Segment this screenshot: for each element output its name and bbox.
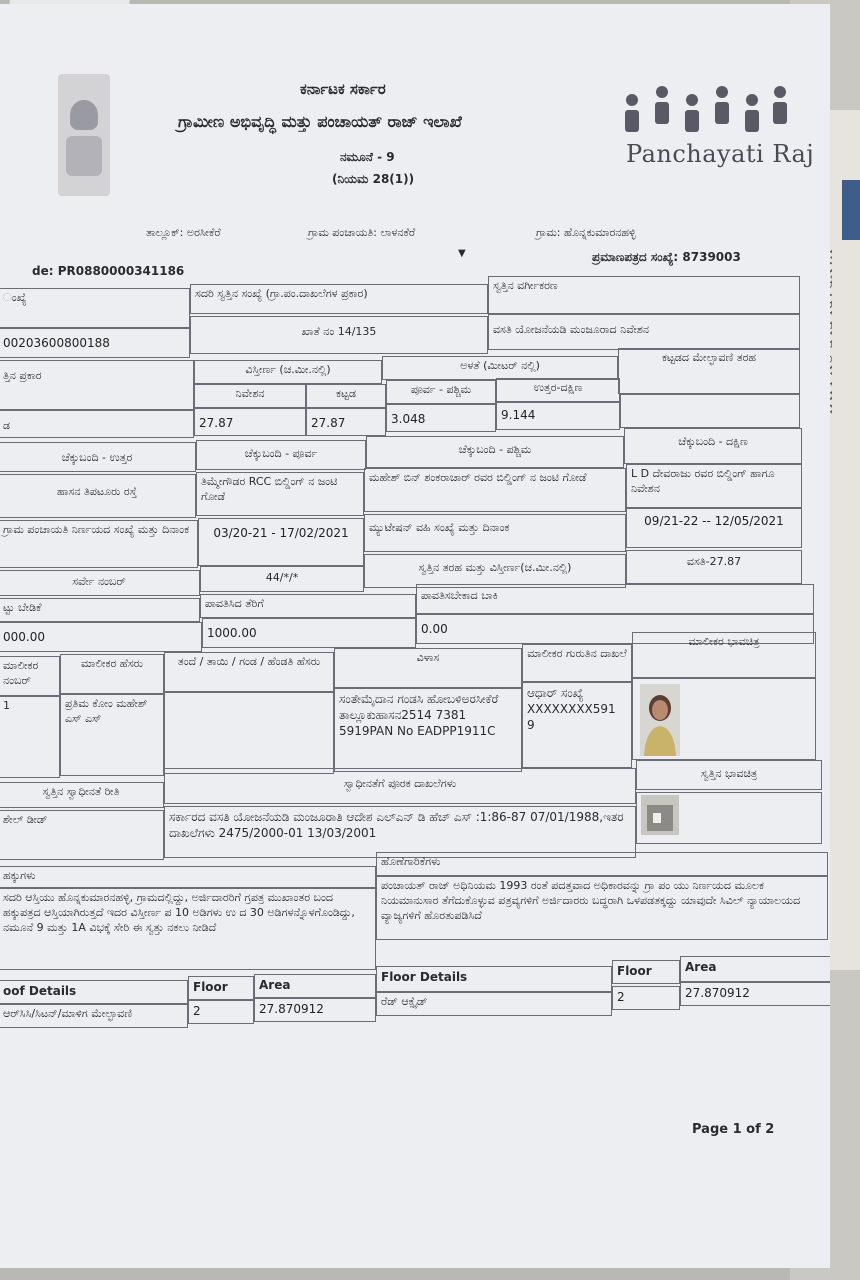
table-header-cell: ಪೂರ್ವ - ಪಶ್ಚಿಮ [386, 380, 496, 404]
table-header-cell: ಮ್ಯುಟೇಷನ್ ವಹಿ ಸಂಖ್ಯೆ ಮತ್ತು ದಿನಾಂಕ [364, 514, 626, 552]
side-document-tag [842, 180, 860, 240]
table-header-cell: ತಂದೆ / ತಾಯಿ / ಗಂಡ / ಹೆಂಡತಿ ಹೆಸರು [164, 652, 334, 692]
table-header-cell: ನಿವೇಶನ [194, 384, 306, 408]
property-photo [641, 795, 679, 835]
table-cell: ಂಖ್ಯೆ [0, 288, 190, 328]
table-header-cell: ತ್ತಿನ ಪ್ರಕಾರ [0, 360, 194, 410]
acquisition-documents: ಸರ್ಕಾರದ ವಸತಿ ಯೋಜನೆಯಡಿ ಮಂಜೂರಾತಿ ಆದೇಶ ಎಲ್‌ಎನ್ ಡಿ ಹೆಚ್ ಎಸ್ :1:86-87 07/01/1988,ಇತರ ದಾಖಲೆಗಳು 2475/2000-01 13/03/2001 [164, 806, 636, 858]
floor-details-header: Floor Details [376, 966, 612, 992]
table-header-cell: ವಿಸ್ತೀರ್ಣ (ಚ.ಮೀ.ನಲ್ಲಿ) [194, 360, 382, 384]
table-header-cell: ಚೆಕ್ಕುಬಂದಿ - ಉತ್ತರ [0, 442, 196, 472]
owner-number: 1 [0, 696, 60, 778]
table-cell: 09/21-22 -- 12/05/2021 [626, 508, 802, 548]
table-header-cell: ಚೆಕ್ಕುಬಂದಿ - ಪಶ್ಚಿಮ [366, 436, 624, 468]
taluk-label: ತಾಲ್ಲೂಕ್: ಅರಸೀಕೆರೆ [146, 226, 221, 239]
area-header: Area [680, 956, 830, 982]
table-cell: ಹಾಸನ ತಿಪಟೂರು ರಸ್ತೆ [0, 474, 196, 518]
certificate-page [0, 4, 830, 1268]
table-header-cell: ಪಾವತಿಸಿದ ತೆರಿಗೆ [200, 594, 416, 618]
table-header-cell: ಮಾಲೀಕರ ನಂಬರ್ [0, 656, 60, 696]
table-cell: ವಸತಿ ಯೋಜನೆಯಡಿ ಮಂಜೂರಾದ ನಿವೇಶನ [488, 314, 800, 350]
table-header-cell: ಸ್ವತ್ತಿನ ಭಾವಚಿತ್ರ [636, 760, 822, 790]
roof-details-header: oof Details [0, 980, 188, 1004]
department-title: ಗ್ರಾಮೀಣ ಅಭಿವೃದ್ಧಿ ಮತ್ತು ಪಂಚಾಯತ್ ರಾಜ್ ಇಲಾಖೆ [178, 112, 462, 131]
panchayati-raj-logo-icon [622, 84, 792, 136]
table-header-cell: ಉತ್ತರ-ದಕ್ಷಿಣ [496, 378, 620, 402]
table-header-cell: ಪಾವತಿಸಬೇಕಾದ ಬಾಕಿ [416, 584, 814, 614]
owner-address: ಸಂತೇಮೈದಾನ ಗಂಡಸಿ ಹೋಬಳಿಅರಸೀಕೆರೆ ತಾಲ್ಲೂಕುಹಾಸನ2514 7381 5919PAN No EADPP1911C [334, 688, 522, 772]
table-header-cell: ಮಾಲೀಕರ ಭಾವಚಿತ್ರ [632, 632, 816, 678]
floor-area: 27.870912 [680, 982, 830, 1006]
table-cell: ಮಹೇಶ್ ಬಿನ್ ಶಂಕರಾಚಾರ್ ರವರ ಬಿಲ್ಡಿಂಗ್ ನ ಜಂಟಿ ಗೋಡೆ [364, 468, 626, 512]
village-label: ಗ್ರಾಮ: ಹೊನ್ನಕುಮಾರನಹಳ್ಳಿ [536, 226, 636, 239]
table-cell: L D ದೇವರಾಜು ರವರ ಬಿಲ್ಡಿಂಗ್ ಹಾಗೂ ನಿವೇಶನ [626, 464, 802, 508]
table-cell: 03/20-21 - 17/02/2021 [198, 518, 364, 566]
table-cell: ತಿಮ್ಮೇಗೌಡರ RCC ಬಿಲ್ಡಿಂಗ್ ನ ಜಂಟಿ ಗೋಡೆ [196, 472, 364, 516]
state-emblem-icon [58, 74, 110, 196]
table-header-cell: ಸ್ವಾಧೀನತೆಗೆ ಪೂರಕ ದಾಖಲೆಗಳು [164, 768, 636, 804]
floor-header: Floor [612, 960, 680, 984]
table-cell: ವಸತಿ-27.87 [626, 550, 802, 584]
table-cell: 1000.00 [202, 618, 416, 648]
table-header-cell: ಮಾಲೀಕರ ಗುರುತಿನ ದಾಖಲೆ [522, 644, 632, 682]
floor-number: 2 [612, 986, 680, 1010]
table-cell [620, 394, 800, 428]
owner-relation [164, 692, 334, 774]
table-header-cell: ಅಳತೆ (ಮೀಟರ್ ನಲ್ಲಿ) [382, 356, 618, 380]
table-cell: 9.144 [496, 402, 620, 430]
table-cell: 27.87 [194, 408, 306, 436]
table-header-cell: ಮಾಲೀಕರ ಹೆಸರು [60, 654, 164, 694]
table-header-cell: ಕಟ್ಟಡದ ಮೇಲ್ಛಾವಣಿ ತರಹ [618, 348, 800, 394]
form-number: ನಮೂನೆ - 9 [340, 150, 395, 164]
table-cell: 27.87 [306, 408, 386, 436]
page-number: Page 1 of 2 [692, 1122, 775, 1137]
table-header-cell: ಚೆಕ್ಕುಬಂದಿ - ಪೂರ್ವ [196, 440, 366, 470]
table-header-cell: ಚೆಕ್ಕುಬಂದಿ - ದಕ್ಷಿಣ [624, 428, 802, 464]
table-header-cell: ಸ್ವತ್ತಿನ ಸ್ವಾಧೀನತೆ ರೀತಿ [0, 782, 164, 808]
owner-id-document: ಆಧಾರ್ ಸಂಖ್ಯೆ XXXXXXXX591 9 [522, 682, 632, 768]
table-cell: 44/*/* [200, 566, 364, 592]
table-header-cell: ವಿಳಾಸ [334, 648, 522, 688]
liabilities-text: ಪಂಚಾಯತ್ ರಾಜ್ ಅಧಿನಿಯಮ 1993 ರಂತೆ ಪದತ್ತವಾದ ಅಧಿಕಾರವನ್ನು ಗ್ರಾ ಪಂ ಯು ನಿರ್ಣಯದ ಮೂಲಕ ನಿಯಮಾನುಸಾರ ತೆಗೆದುಕೊಳ್ಳುವ ಪತ್ರವ್ಯಗಳಿಗೆ ಅರ್ಜಿದಾರರು ಬದ್ಧರಾಗಿ ಒಳಪಡತಕ್ಕದ್ದು ಯಾವುದೇ ಸಿವಿಲ್ ನ್ಯಾಯಾಲಯದ ವ್ಯಾಜ್ಯಗಳಿಗೆ ಹೊರತುಪಡಿಸಿದೆ [376, 876, 828, 940]
table-cell: ಡ [0, 410, 194, 438]
owner-name: ಪ್ರತಿಮ ಕೋಂ ಮಹೇಶ್ ಎಸ್ ಎಸ್ [60, 694, 164, 776]
liabilities-heading: ಹೊಣೆಗಾರಿಕೆಗಳು [376, 852, 828, 876]
table-header-cell: ಟ್ಟು ಬೇಡಿಕೆ [0, 598, 200, 622]
floor-header: Floor [188, 976, 254, 1000]
government-title: ಕರ್ನಾಟಕ ಸರ್ಕಾರ [300, 80, 386, 98]
rule-reference: (ನಿಯಮ 28(1)) [332, 172, 415, 186]
table-cell: 0.00 [416, 614, 814, 644]
rights-heading: ಹಕ್ಕುಗಳು [0, 866, 376, 888]
owner-photo [640, 684, 680, 756]
area-header: Area [254, 974, 376, 998]
table-header-cell: ಗ್ರಾಮ ಪಂಚಾಯತಿ ನಿರ್ಣಯದ ಸಂಖ್ಯೆ ಮತ್ತು ದಿನಾಂಕ [0, 520, 198, 568]
rights-text: ಸದರಿ ಆಸ್ತಿಯು ಹೊನ್ನಕುಮಾರನಹಳ್ಳಿ, ಗ್ರಾಮದಲ್ಲಿದ್ದು, ಅರ್ಜಿದಾರರಿಗೆ ಗ್ರಪತ್ರ ಮುಖಾಂತರ ಬಂದ ಹಕ್ಕುಪತ್ರದ ಆಸ್ತಿಯಾಗಿರುತ್ತದೆ ಇದರ ವಿಸ್ತೀರ್ಣ ಪ 10 ಅಡಿಗಳು ಉ ದ 30 ಅಡಿಗಳನ್ನೊಳಗೊಂಡಿದ್ದು, ನಮೂನೆ 9 ಮತ್ತು 1A ವಿಭಕ್ಕೆ ಸೇರಿ ಈ ಸ್ವತ್ತು ನಕಲು ನೀಡಿದೆ [0, 888, 376, 970]
table-header-cell: ಕಟ್ಟಡ [306, 384, 386, 408]
punch-mark: ▼ [458, 248, 466, 259]
table-cell: 00203600800188 [0, 328, 190, 358]
table-cell: 3.048 [386, 404, 496, 432]
floor-type: ರೆಡ್ ಆಕ್ಸೈಡ್ [376, 992, 612, 1016]
table-cell: ಖಾತೆ ನಂ 14/135 [190, 316, 488, 354]
table-header-cell: ಸದರಿ ಸ್ವತ್ತಿನ ಸಂಖ್ಯೆ (ಗ್ರಾ.ಪಂ.ದಾಖಲೆಗಳ ಪ್ರಕಾರ) [190, 284, 488, 314]
gram-panchayat-label: ಗ್ರಾಮ ಪಂಚಾಯತಿ: ಲಾಳನಕೆರೆ [308, 226, 416, 239]
property-code: de: PR0880000341186 [32, 264, 185, 278]
property-photo-cell [636, 792, 822, 844]
panchayati-raj-logo-text: Panchayati Raj [626, 140, 815, 168]
table-header-cell: ಸ್ವತ್ತಿನ ತರಹ ಮತ್ತು ವಿಸ್ತೀರ್ಣ(ಚ.ಮೀ.ನಲ್ಲಿ) [364, 554, 626, 588]
roof-type: ಆರ್‌ಸಿಸಿ/ಸಿಟನ್/ಮಾಳಿಗ ಮೇಲ್ಛಾವಣಿ [0, 1004, 188, 1028]
table-cell: 000.00 [0, 622, 202, 652]
table-header-cell: ಸ್ವತ್ತಿನ ವರ್ಗೀಕರಣ [488, 276, 800, 314]
acquisition-method: ಶೇಲ್ ಡೀಡ್ [0, 810, 164, 860]
table-header-cell: ಸರ್ವೇ ನಂಬರ್ [0, 570, 200, 596]
certificate-number: ಪ್ರಮಾಣಪತ್ರದ ಸಂಖ್ಯೆ: 8739003 [592, 250, 741, 264]
roof-area: 27.870912 [254, 998, 376, 1022]
roof-floor: 2 [188, 1000, 254, 1024]
